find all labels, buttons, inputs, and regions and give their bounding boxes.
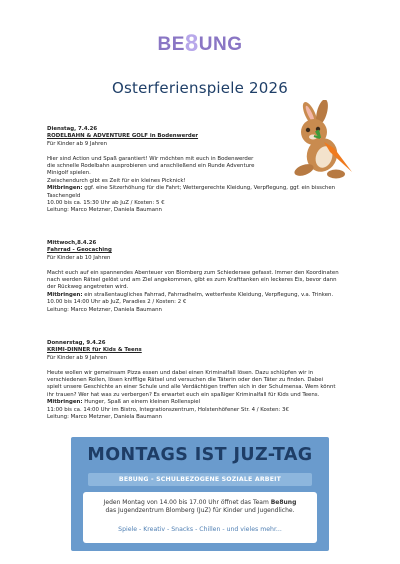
event-headline: RODELBAHN & ADVENTURE GOLF in Bodenwerder xyxy=(47,133,199,140)
event-desc-line: Heute wollen wir gemeinsam Pizza essen und dabei einen Kriminalfall lösen. Dazu schlüpfen wir in xyxy=(47,369,314,376)
bring-label: Mitbringen: xyxy=(47,185,83,192)
event-time: 10.00 bis ca. 15:30 Uhr ab JuZ / Kosten: 5 € xyxy=(47,200,165,207)
banner-text: Jeden Montag von 14.00 bis 17.00 Uhr öffnet das Team Be8ung das Jugendzentrum Blomberg (JuZ) für Kinder und Jugendliche. xyxy=(103,499,297,514)
banner-subtitle: BE8UNG - SCHULBEZOGENE SOZIALE ARBEIT xyxy=(88,473,312,486)
juz-tag-banner xyxy=(71,437,329,551)
event-desc-line: verschiedenen Rollen, lösen knifflige Rätsel und versuchen die Täterin oder den Täter zu finden. Dabei xyxy=(47,377,324,384)
bring-text: Hunger, Spaß an einem kleinen Rollenspiel xyxy=(82,399,201,406)
event-desc-line: der Rückweg angetreten wird. xyxy=(47,284,129,291)
event-desc-line: Macht euch auf ein spannendes Abenteuer von Blomberg zum Schiedersee gefasst. Immer den Koordinaten xyxy=(47,269,339,276)
event-desc-line: nach werden Rätsel gelöst und am Ziel angekommen, gibt es zum Krafttanken ein leckeres Eis, bevor dann xyxy=(47,277,337,284)
event-headline: Fahrrad - Geocaching xyxy=(47,247,112,254)
event-bring-cont: Taschengeld xyxy=(47,192,81,199)
event-section-1 xyxy=(47,126,357,215)
event-desc-line: ihr trauen? Wer hat was zu verbergen? Es erwartet euch ein spaßiger Kriminalfall für Kids und Teens. xyxy=(47,391,320,398)
event-date: Mittwoch,8.4.26 xyxy=(47,240,97,246)
event-time: 10.00 bis 14:00 Uhr ab JuZ, Paradies 2 / Kosten: 2 € xyxy=(47,299,187,306)
event-section-2 xyxy=(47,240,357,314)
event-date: Donnerstag, 9.4.26 xyxy=(47,340,106,346)
event-desc-line: Minigolf spielen. xyxy=(47,170,91,177)
event-age: Für Kinder ab 9 Jahren xyxy=(47,354,107,361)
page-title: Osterferienspiele 2026 xyxy=(112,79,288,97)
event-age: Für Kinder ab 9 Jahren xyxy=(47,140,107,147)
bring-text: ggf. eine Sitzerhöhung für die Fahrt; Wettergerechte Kleidung, Verpflegung, ggf. ein bisschen xyxy=(82,185,336,192)
event-bring xyxy=(47,292,357,299)
bring-label: Mitbringen: xyxy=(47,399,83,406)
event-bring xyxy=(47,399,357,406)
event-headline: KRIMI-DINNER für Kids & Teens xyxy=(47,347,142,354)
bring-text: ein straßentaugliches Fahrrad, Fahrradhelm, wetterfeste Kleidung, Verpflegung, v.a. Trinken. xyxy=(82,291,334,298)
bring-label: Mitbringen: xyxy=(47,291,83,298)
event-time: 11:00 bis ca. 14:00 Uhr im Bistro, Integrationszentrum, Holstenhöfener Str. 4 / Kosten: 3€ xyxy=(47,406,289,413)
event-age: Für Kinder ab 10 Jahren xyxy=(47,254,111,261)
event-section-3 xyxy=(47,340,357,421)
event-desc-line: spielt unsere Geschichte an einer Schule und alle Verdächtigen treffen sich in der Schulmensa. Wem könnt xyxy=(47,384,336,391)
event-lead: Leitung: Marco Metzner, Daniela Baumann xyxy=(47,306,162,313)
banner-info-card xyxy=(83,492,317,543)
event-desc-line: die schnelle Rodelbahn ausprobieren und anschließend ein Runde Adventure xyxy=(47,163,255,170)
banner-activities: Spiele - Kreativ - Snacks - Chillen - und vieles mehr... xyxy=(118,526,282,533)
event-desc-line: Hier sind Action und Spaß garantiert! Wir möchten mit euch in Bodenwerder xyxy=(47,155,254,162)
event-desc-line: Zwischendurch gibt es Zeit für ein kleines Picknick! xyxy=(47,177,186,184)
event-lead: Leitung: Marco Metzner, Daniela Baumann xyxy=(47,207,162,214)
event-lead: Leitung: Marco Metzner, Daniela Baumann xyxy=(47,414,162,421)
be8ung-logo: BE8UNG xyxy=(157,30,243,57)
event-date: Dienstag, 7.4.26 xyxy=(47,126,98,132)
event-bring xyxy=(47,185,357,192)
banner-title: MONTAGS IST JUZ-TAG xyxy=(87,445,313,465)
